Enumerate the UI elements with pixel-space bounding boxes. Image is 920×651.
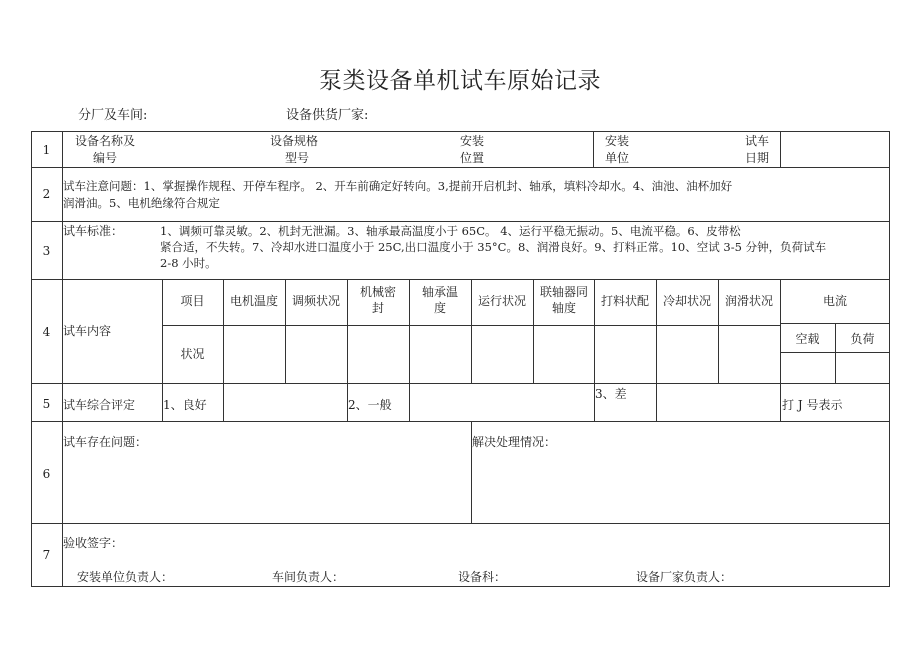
- row-number: 2: [42, 187, 51, 201]
- evaluation-good: 1、良好: [163, 398, 207, 412]
- column-header: 冷却状况: [662, 294, 711, 308]
- test-standard-line2: 紧合适，不失转。7、冷却水进口温度小于 25C,出口温度小于 35°C。8、润滑良好。9、打料正常。10、空试 3-5 分钟，负荷试车: [160, 240, 827, 254]
- install-location-label-2: 位置: [460, 151, 485, 165]
- page-title: 泵类设备单机试车原始记录: [319, 68, 601, 94]
- test-standard-line3: 2-8 小时。: [160, 256, 217, 270]
- row-number: 5: [42, 397, 51, 411]
- column-header: 运行状况: [477, 294, 526, 308]
- install-unit-label: 安装: [605, 134, 630, 148]
- test-date-label: 试车: [745, 134, 770, 148]
- test-date-label-2: 日期: [745, 151, 770, 165]
- workshop-label: 分厂及车间:: [78, 108, 148, 123]
- equip-number-label: 编号: [93, 151, 118, 165]
- test-problems-label: 试车存在问题：: [63, 435, 148, 449]
- install-unit-label-2: 单位: [605, 151, 630, 165]
- workshop-sign: 车间负责人：: [272, 570, 345, 584]
- equipment-dept-sign: 设备科：: [458, 570, 507, 584]
- test-precautions-line1: 试车注意问题：1、掌握操作规程、开停车程序。 2、开车前确定好转向。3,提前开启机封、轴承，填料冷却水。4、油池、油杯加好: [63, 179, 733, 193]
- item-header: 项目: [180, 294, 205, 308]
- row-number: 1: [42, 143, 51, 157]
- current-header: 电流: [822, 294, 847, 308]
- evaluation-note: 打 J 号表示: [782, 398, 843, 412]
- column-header: 轴承温度: [421, 285, 458, 315]
- solution-label: 解决处理情况：: [472, 435, 557, 449]
- column-header: 电机温度: [229, 294, 278, 308]
- column-header: 联轴器同轴度: [539, 285, 588, 315]
- manufacturer-sign: 设备厂家负责人：: [636, 570, 733, 584]
- equip-name-label: 设备名称及: [75, 134, 136, 148]
- row-number: 6: [42, 467, 51, 481]
- no-load-header: 空载: [795, 332, 820, 346]
- install-unit-sign: 安装单位负责人：: [77, 570, 174, 584]
- install-location-label: 安装: [460, 134, 485, 148]
- evaluation-poor: 3、差: [595, 387, 627, 401]
- supplier-label: 设备供货厂家:: [286, 108, 369, 123]
- test-precautions-line2: 润滑油。5、电机绝缘符合规定: [63, 196, 220, 210]
- column-header: 润滑状况: [724, 294, 773, 308]
- test-standard-label: 试车标准：: [63, 224, 124, 238]
- row-number: 3: [42, 244, 51, 258]
- column-header: 机械密封: [359, 285, 396, 315]
- row-number: 7: [42, 548, 51, 562]
- test-standard-line1: 1、调频可靠灵敏。2、机封无泄漏。3、轴承最高温度小于 65C。 4、运行平稳无振动。5、电流平稳。6、皮带松: [160, 224, 741, 238]
- evaluation-normal: 2、一般: [348, 398, 392, 412]
- row-number: 4: [42, 325, 51, 339]
- acceptance-sign-label: 验收签字：: [63, 536, 124, 550]
- column-header: 调频状况: [291, 294, 340, 308]
- test-content-label: 试车内容: [63, 324, 112, 338]
- evaluation-label: 试车综合评定: [63, 398, 136, 412]
- column-header: 打料状配: [600, 294, 649, 308]
- equip-model-label: 型号: [285, 151, 310, 165]
- load-header: 负荷: [850, 332, 875, 346]
- equip-spec-label: 设备规格: [270, 134, 319, 148]
- status-label: 状况: [180, 347, 205, 361]
